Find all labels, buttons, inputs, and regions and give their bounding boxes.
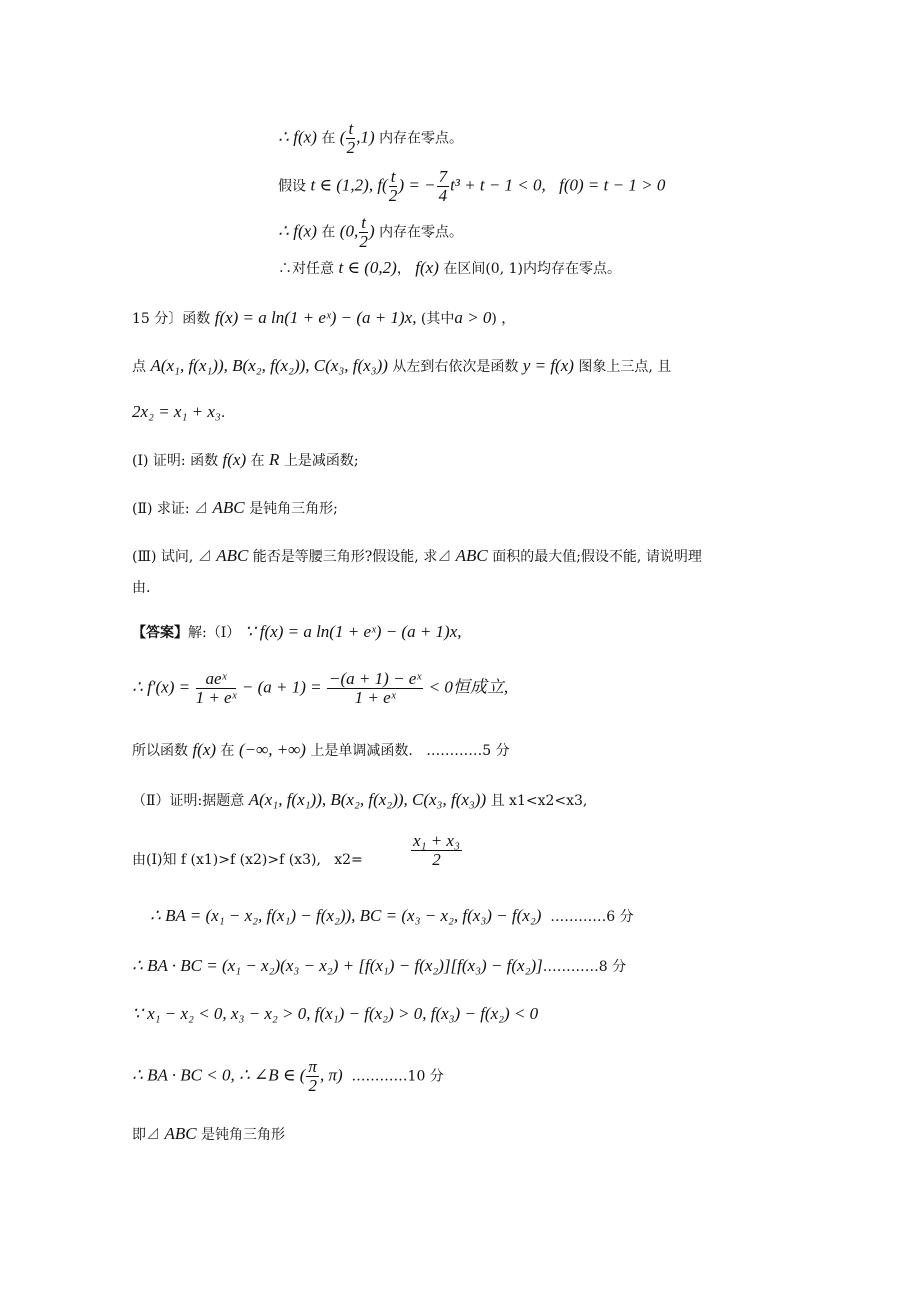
question-3: (Ⅲ) 试问, ⊿ ABC 能否是等腰三角形?假设能, 求⊿ ABC 面积的最大值;假设不能, 请说明理 [132,546,702,565]
prev-line-3: ∴ f(x) 在 (0, $\frac{t}{2}$ ) 内存在零点。 [278,213,464,251]
fraction: $\frac{t}{2}$ [359,213,368,251]
answer-line-5: 由(Ⅰ)知 f (x1)>f (x2)>f (x3), x2= [132,852,363,868]
answer-line-10: 即⊿ ABC 是钝角三角形 [132,1124,286,1143]
question-3-cont: 由. [132,580,151,596]
fraction: $\frac{t}{2}$ [346,119,356,157]
prev-line-1: ∴ f(x) 在 ( $\frac{t}{2}$ ,1) 内存在零点。 [278,119,464,157]
answer-line-2: ∴ f′(x) = $\frac{\text{aeˣ}}{\text{1 + eˣ}}$ − (a + 1) = $\frac{\text{−(a + 1) − eˣ}}{\text{1 + eˣ}}$ < 0恒成立, [132,669,509,707]
answer-line-6: ∴ BA = (x₁ − x₂, f(x₁) − f(x₂)), BC = (x₃ − x₂, f(x₃) − f(x₂) …………6 分 [150,906,634,925]
question-1: (Ⅰ) 证明: 函数 f(x) 在 R 上是减函数; [132,450,359,469]
problem-line-3: 2x₂ = x₁ + x₃. [132,402,226,421]
answer-line-8: ∵ x₁ − x₂ < 0, x₃ − x₂ > 0, f(x₁) − f(x₂) > 0, f(x₃) − f(x₂) < 0 [132,1004,539,1023]
fraction: $\frac{\text{aeˣ}}{\text{1 + eˣ}}$ [195,669,237,707]
problem-line-2: 点 A(x₁, f(x₁)), B(x₂, f(x₂)), C(x₃, f(x₃)) 从左到右依次是函数 y = f(x) 图象上三点, 且 [132,356,672,375]
answer-line-9: ∴ BA · BC < 0, ∴ ∠B ∈ ( $\frac{\pi}{2}$ , π) …………10 分 [132,1057,444,1095]
question-2: (Ⅱ) 求证: ⊿ ABC 是钝角三角形; [132,498,338,517]
fraction: $\frac{\text{−(a + 1) − eˣ}}{\text{1 + eˣ}}$ [329,669,422,707]
answer-line-3: 所以函数 f(x) 在 (−∞, +∞) 上是单调减函数. …………5 分 [132,740,510,759]
fraction: $\frac{\text{x₁ + x₃}}{2}$ [413,831,460,869]
prev-line-2: 假设 t ∈ (1,2), f( $\frac{t}{2}$ ) = − $\frac{7}{4}$ t³ + t − 1 < 0, f(0) = t − 1 > 0 [278,167,666,205]
answer-line-1: 【答案】解:（Ⅰ） ∵ f(x) = a ln(1 + eˣ) − (a + 1)x, [132,622,462,641]
problem-line-1: 15 分〕函数 f(x) = a ln(1 + eˣ) − (a + 1)x, (其中a > 0) ， [132,308,516,327]
prev-line-4: ∴对任意 t ∈ (0,2)， f(x) 在区间(0, 1)内均存在零点。 [278,258,621,277]
fraction: $\frac{t}{2}$ [388,167,398,205]
fraction: $\frac{7}{4}$ [438,167,448,205]
answer-line-4: （Ⅱ）证明:据题意 A(x₁, f(x₁)), B(x₂, f(x₂)), C(x₃, f(x₃)) 且 x1<x2<x3, [132,790,588,809]
fraction: $\frac{\pi}{2}$ [308,1057,317,1095]
x2-fraction [410,832,463,869]
answer-line-7: ∴ BA · BC = (x₁ − x₂)(x₃ − x₂) + [f(x₁) − f(x₂)][f(x₃) − f(x₂)]…………8 分 [132,956,627,975]
